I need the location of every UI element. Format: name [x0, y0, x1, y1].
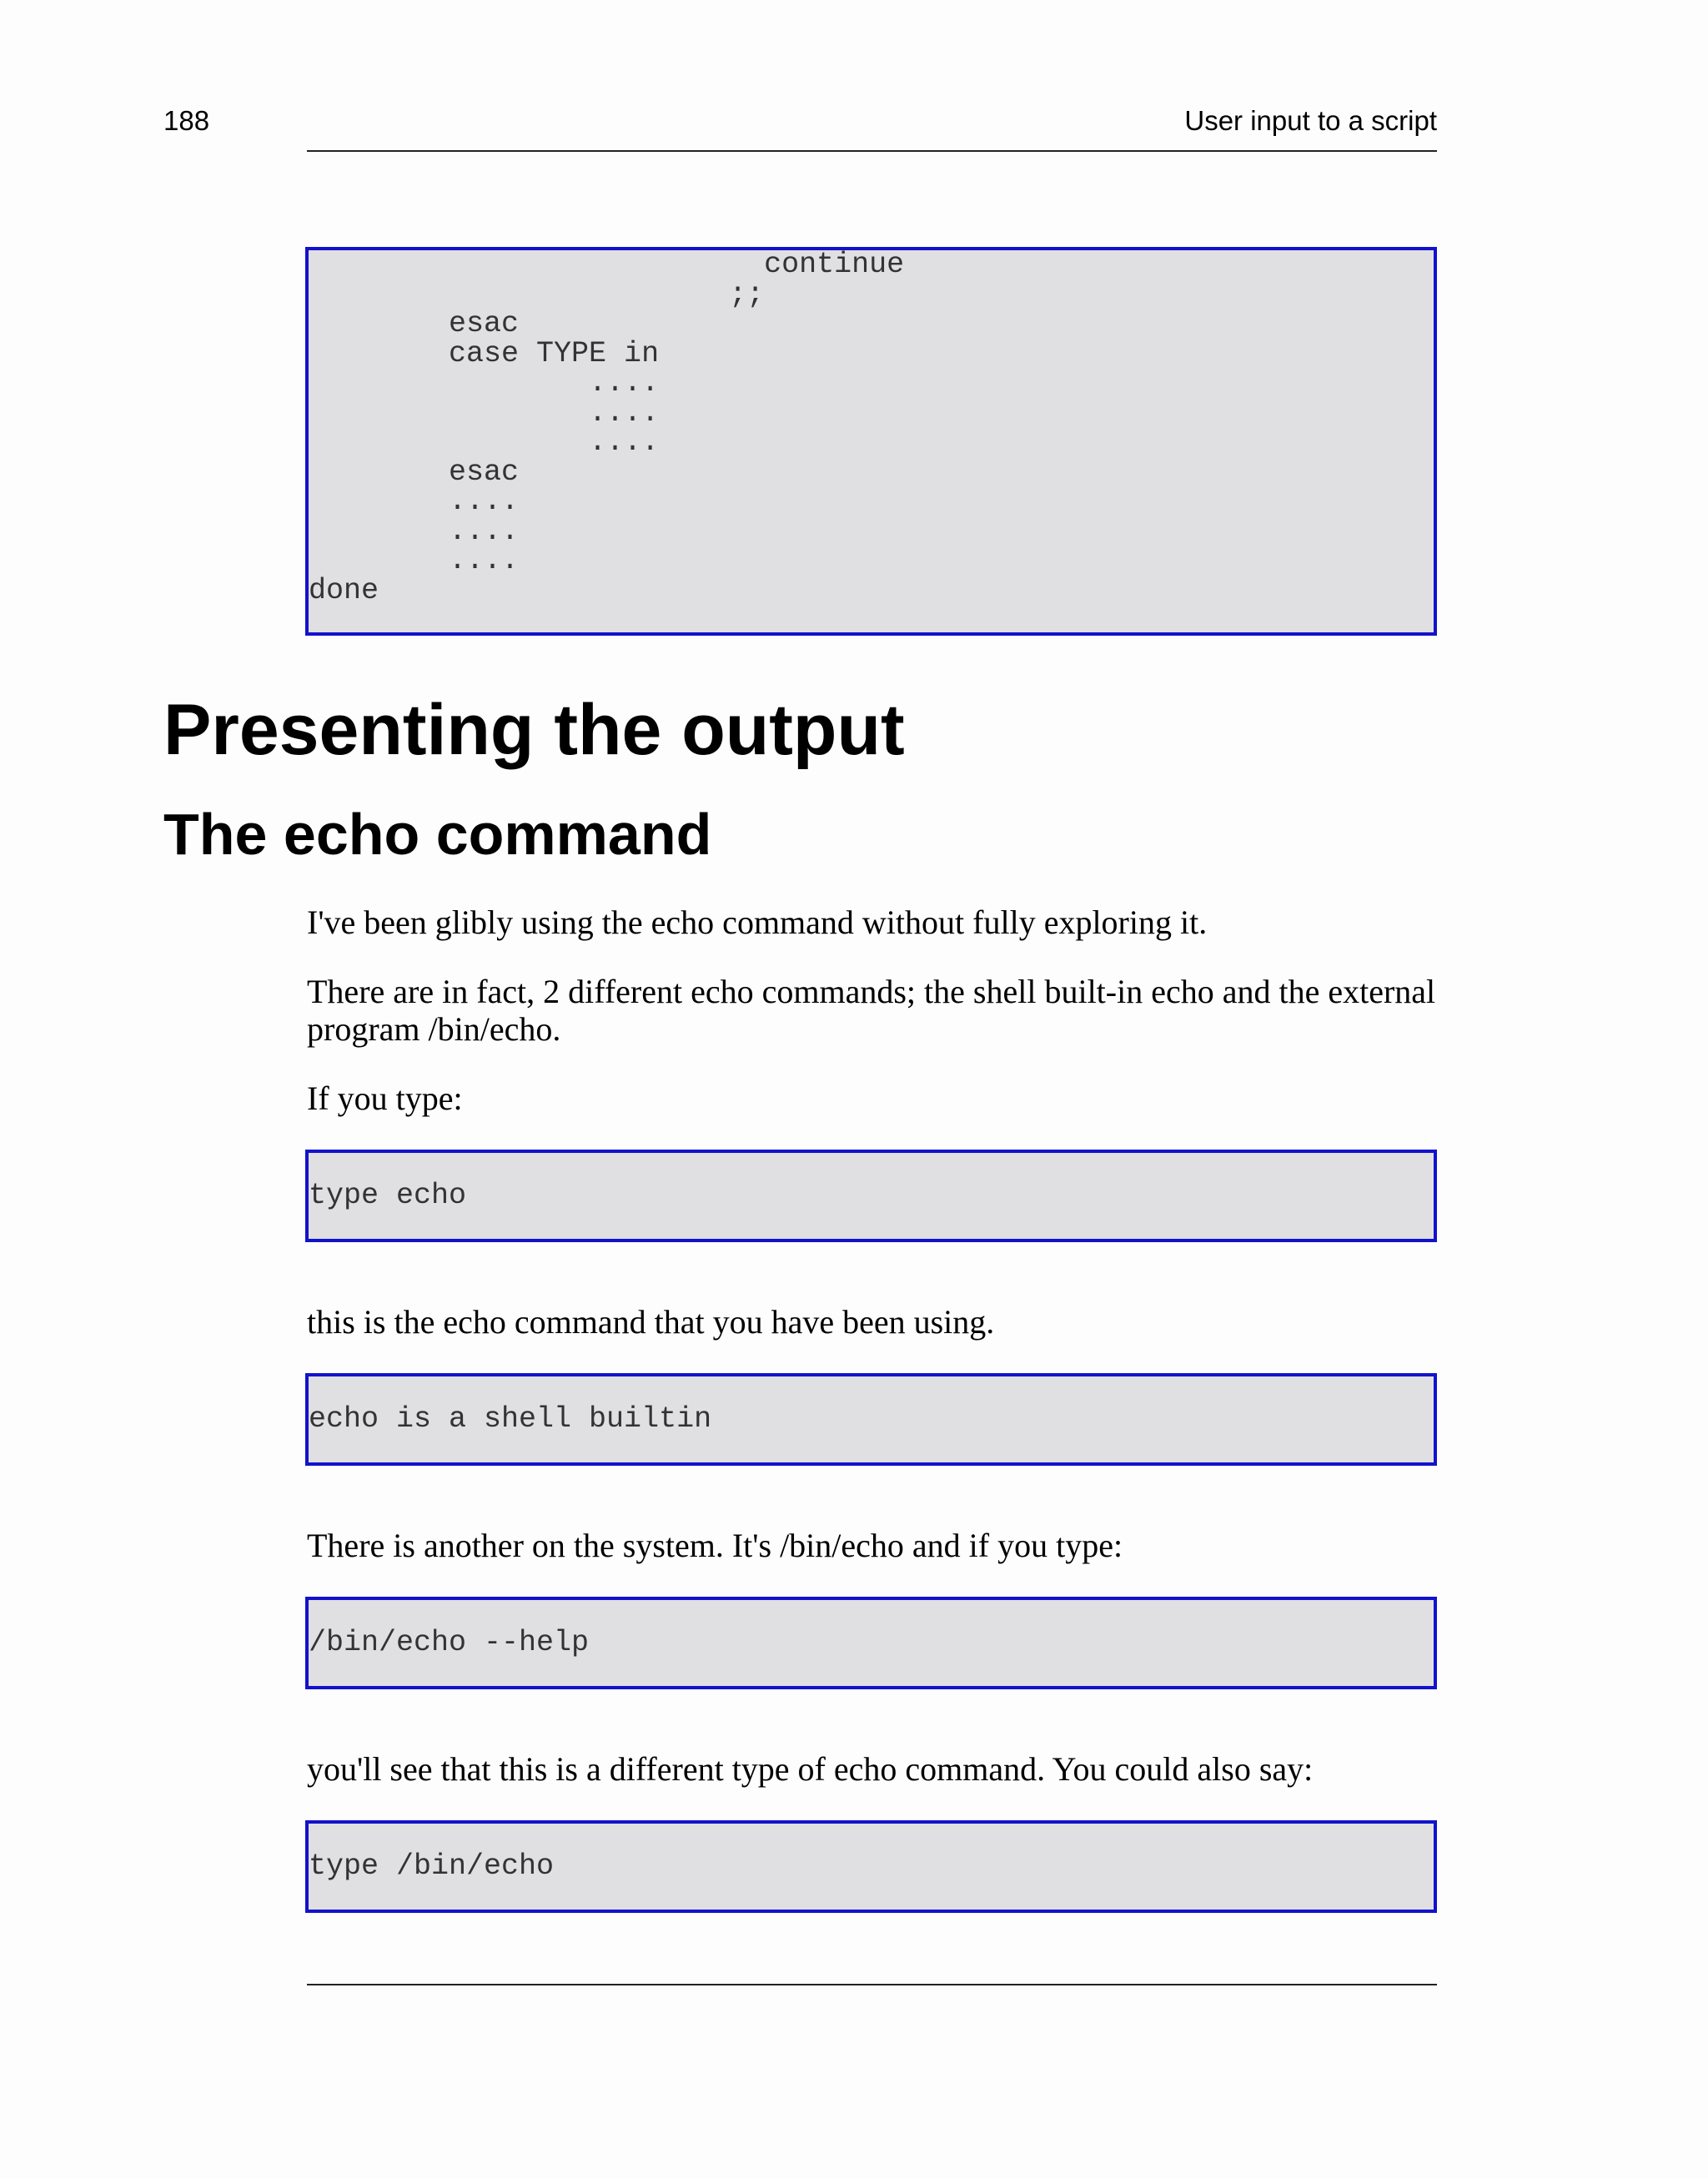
footer-rule [307, 1984, 1437, 1985]
paragraph-echo-you-used: this is the echo command that you have been using. [307, 1303, 995, 1341]
page-number: 188 [163, 105, 210, 136]
paragraph-another-echo: There is another on the system. It's /bin/echo and if you type: [307, 1527, 1123, 1564]
code-block-type-echo: type echo [305, 1150, 1437, 1242]
paragraph-different-type: you'll see that this is a different type of echo command. You could also say: [307, 1750, 1314, 1788]
code-block-loop-fragment: continue ;; esac case TYPE in .... .... .... esac .... .... .... done [305, 247, 1437, 636]
header-rule [307, 150, 1437, 152]
subsection-heading: The echo command [163, 802, 712, 867]
running-title: User input to a script [1184, 105, 1437, 136]
code-block-echo-builtin: echo is a shell builtin [305, 1373, 1437, 1466]
paragraph-intro: I've been glibly using the echo command without fully exploring it. [307, 903, 1208, 941]
paragraph-if-you-type: If you type: [307, 1079, 463, 1117]
paragraph-two-echo-commands: There are in fact, 2 different echo commands; the shell built-in echo and the external program /bin/echo. [307, 973, 1436, 1048]
code-block-bin-echo-help: /bin/echo --help [305, 1597, 1437, 1689]
code-block-type-bin-echo: type /bin/echo [305, 1820, 1437, 1913]
section-heading: Presenting the output [163, 690, 905, 770]
